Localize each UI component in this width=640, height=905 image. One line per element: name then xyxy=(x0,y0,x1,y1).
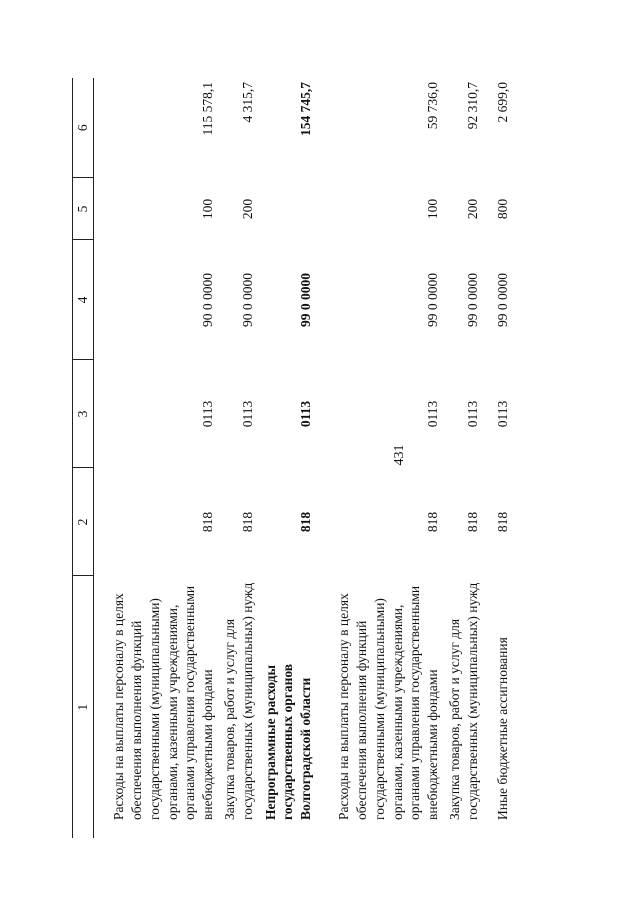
cell-amount: 2 699,0 xyxy=(495,82,511,123)
budget-table xyxy=(72,78,516,838)
column-header: 3 xyxy=(73,360,94,468)
row-name: Расходы на выплаты персоналу в целях обеспечения выполнения функций государственными (муниципальными) органами, казенными учреждениями, органами управления государственными внебюджетными фондами xyxy=(111,585,216,820)
cell-target-code: 99 0 0000 xyxy=(425,273,441,327)
cell-ministry-code: 818 xyxy=(298,511,314,533)
row-name: Закупка товаров, работ и услуг для государственных (муниципальных) нужд xyxy=(447,582,481,820)
table-row xyxy=(486,78,516,838)
column-header: 6 xyxy=(73,78,94,178)
cell-expense-type: 200 xyxy=(465,198,481,220)
page-number: 431 xyxy=(392,444,407,466)
table-row xyxy=(446,78,486,838)
column-header: 1 xyxy=(73,576,94,838)
cell-section-code: 0113 xyxy=(200,400,216,428)
column-header: 5 xyxy=(73,178,94,240)
cell-amount: 59 736,0 xyxy=(425,82,441,130)
cell-target-code: 99 0 0000 xyxy=(465,273,481,327)
cell-expense-type: 200 xyxy=(240,198,256,220)
cell-section-code: 0113 xyxy=(425,400,441,428)
table-header-row xyxy=(73,78,94,838)
table-row xyxy=(261,78,319,838)
cell-ministry-code: 818 xyxy=(200,511,216,533)
cell-expense-type: 100 xyxy=(200,198,216,220)
column-header: 4 xyxy=(73,240,94,360)
cell-target-code: 90 0 0000 xyxy=(240,273,256,327)
cell-ministry-code: 818 xyxy=(425,511,441,533)
cell-target-code: 99 0 0000 xyxy=(298,273,314,327)
row-name: Расходы на выплаты персоналу в целях обеспечения выполнения функций государственными (муниципальными) органами, казенными учреждениями, органами управления государственными внебюджетными фондами xyxy=(336,585,441,820)
row-name: Иные бюджетные ассигнования xyxy=(495,637,511,820)
budget-table-rotated xyxy=(72,78,612,838)
cell-section-code: 0113 xyxy=(298,400,314,428)
row-name: Непрограммные расходы государственных органов Волгоградской области xyxy=(262,663,314,820)
cell-ministry-code: 818 xyxy=(495,511,511,533)
table-row xyxy=(94,78,222,838)
table-row xyxy=(319,78,446,838)
cell-section-code: 0113 xyxy=(495,400,511,428)
cell-expense-type: 800 xyxy=(495,198,511,220)
cell-amount: 4 315,7 xyxy=(240,82,256,123)
cell-expense-type xyxy=(261,178,319,240)
cell-ministry-code: 818 xyxy=(465,511,481,533)
cell-ministry-code: 818 xyxy=(240,511,256,533)
cell-amount: 115 578,1 xyxy=(200,82,216,136)
cell-target-code: 90 0 0000 xyxy=(200,273,216,327)
cell-amount: 92 310,7 xyxy=(465,82,481,130)
cell-section-code: 0113 xyxy=(465,400,481,428)
column-header: 2 xyxy=(73,468,94,576)
cell-section-code: 0113 xyxy=(240,400,256,428)
row-name: Закупка товаров, работ и услуг для государственных (муниципальных) нужд xyxy=(222,582,256,820)
cell-amount: 154 745,7 xyxy=(298,82,314,136)
cell-expense-type: 100 xyxy=(425,198,441,220)
table-row xyxy=(221,78,261,838)
cell-target-code: 99 0 0000 xyxy=(495,273,511,327)
